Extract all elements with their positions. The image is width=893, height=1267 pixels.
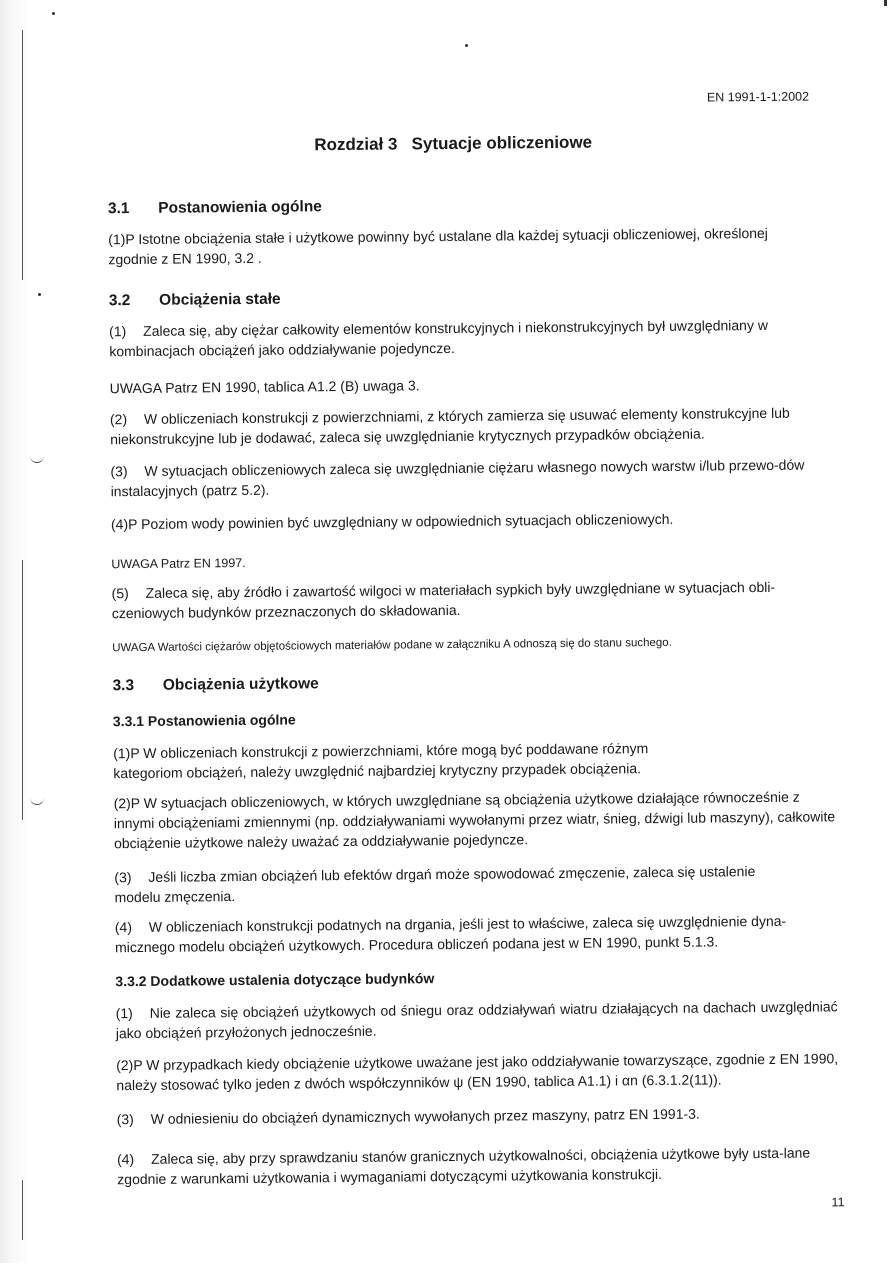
page-number: 11 xyxy=(831,1195,845,1210)
paragraph-text: W odniesieniu do obciążeń dynamicznych wywołanych przez maszyny, patrz EN 1991-3. xyxy=(150,1105,700,1127)
paragraph-number: (1) xyxy=(115,1005,133,1022)
note-3-2-3: UWAGA Wartości ciężarów objętościowych materiałów podane w załączniku A odnoszą się do stanu suchego. xyxy=(112,636,672,655)
paragraph-text: Nie zaleca się obciążeń użytkowych od śniegu oraz oddziaływań wiatru działających na dachach uwzględniać jako obciążeń przyłożonych jednocześnie. xyxy=(115,998,838,1042)
paragraph-3-2-5 xyxy=(112,576,830,623)
section-number: 3.3 xyxy=(112,677,135,695)
subsection-3-3-1-heading: 3.3.1 Postanowienia ogólne xyxy=(112,711,296,730)
paragraph-3-3-2-1 xyxy=(116,996,838,1043)
paragraph-3-3-2-3 xyxy=(117,1104,700,1130)
paragraph-3-3-1-1: (1)P W obliczeniach konstrukcji z powierzchniami, które mogą być poddawane różnym kategoriom obciążeń, należy uwzględnić najbardziej krytyczny przypadek obciążenia. xyxy=(113,740,649,782)
paragraph-text: W obliczeniach konstrukcji z powierzchniami, z których zamierza się usuwać elementy konstrukcyjne lub niekonstrukcyjne lub je dodawać, zaleca się uwzględnianie krytycznych przypadków obciążenia. xyxy=(110,404,790,448)
chapter-title: Sytuacje obliczeniowe xyxy=(411,132,593,154)
section-number: 3.2 xyxy=(108,292,131,310)
paragraph-text: Jeśli liczba zmian obciążeń lub efektów drgań może spowodować zmęczenie, zaleca się ustalenie modelu zmęczenia. xyxy=(114,863,756,906)
paragraph-3-3-1-2: (2)P W sytuacjach obliczeniowych, w których uwzględniane są obciążenia użytkowe działające równocześnie z innymi obciążeniami zmiennymi (np. oddziaływaniami wywołanymi przez wiatr, śnieg, dźwigi lub maszyny), całkowite obciążenie użytkowe należy uważać za oddziaływanie pojedyncze. xyxy=(113,788,836,852)
paragraph-3-3-2-2: (2)P W przypadkach kiedy obciążenie użytkowe uważane jest jako oddziaływanie towarzyszące, zgodnie z EN 1990, należy stosować tylko jeden z dwóch współczynników ψ (EN 1990, tablica A1.1) i αn (6.3.1.2(11)). xyxy=(116,1050,839,1094)
paragraph-number: (3) xyxy=(116,1111,134,1128)
paragraph-text: Zaleca się, aby ciężar całkowity elementów konstrukcyjnych i niekonstrukcyjnych był uwzględniany w kombinacjach obciążeń jako oddziaływanie pojedyncze. xyxy=(109,316,768,360)
paragraph-number: (5) xyxy=(111,585,129,602)
section-3-3-heading xyxy=(112,675,318,695)
paragraph-3-3-1-3 xyxy=(114,861,774,907)
paragraph-number: (3) xyxy=(114,869,132,886)
paragraph-number: (4) xyxy=(116,1151,135,1168)
note-3-2-1: UWAGA Patrz EN 1990, tablica A1.2 (B) uwaga 3. xyxy=(109,377,420,397)
chapter-heading xyxy=(314,133,592,156)
paragraph-number: (1) xyxy=(109,323,127,340)
paragraph-number: (4) xyxy=(114,919,133,936)
paragraph-text: Zaleca się, aby źródło i zawartość wilgoci w materiałach sypkich były uwzględniane w sytuacjach obli-czeniowych budynków przeznaczonych do składowania. xyxy=(111,578,776,622)
paragraph-3-1-1: (1)P Istotne obciążenia stałe i użytkowe powinny być ustalane dla każdej sytuacji obliczeniowej, określonej zgodnie z EN 1990, 3.2 . xyxy=(108,224,768,268)
paragraph-number: (2) xyxy=(109,411,128,428)
paragraph-text: W sytuacjach obliczeniowych zaleca się uwzględnianie ciężaru własnego nowych warstw i/lub przewo-dów instalacyjnych (patrz 5.2). xyxy=(110,456,805,500)
paragraph-3-2-2 xyxy=(110,402,826,449)
paragraph-text: W obliczeniach konstrukcji podatnych na drgania, jeśli jest to właściwe, zaleca się uwzględnienie dyna-micznego modelu obciążeń użytkowych. Procedura obliczeń podana jest w EN 1990, punkt 5.1.3. xyxy=(114,912,787,956)
paragraph-3-3-2-4 xyxy=(117,1142,839,1189)
paragraph-3-2-3 xyxy=(110,454,826,501)
section-3-1-heading xyxy=(108,198,322,218)
subsection-3-3-2-heading: 3.3.2 Dodatkowe ustalenia dotyczące budynków xyxy=(115,970,435,990)
section-title: Postanowienia ogólne xyxy=(158,198,322,217)
standard-code: EN 1991-1-1:2002 xyxy=(706,89,810,105)
section-title: Obciążenia stałe xyxy=(159,290,281,309)
section-3-2-heading xyxy=(109,291,281,311)
paragraph-text: Zaleca się, aby przy sprawdzaniu stanów granicznych użytkowalności, obciążenia użytkowe były usta-lane zgodnie z warunkami użytkowania i wymaganiami dotyczącymi użytkowania konstrukcji. xyxy=(117,1144,811,1188)
note-3-2-2: UWAGA Patrz EN 1997. xyxy=(111,555,246,572)
paragraph-3-3-1-4 xyxy=(115,910,837,957)
paragraph-3-2-1 xyxy=(109,314,823,361)
chapter-number: Rozdział 3 xyxy=(314,134,398,155)
section-number: 3.1 xyxy=(107,200,130,218)
paragraph-3-2-4: (4)P Poziom wody powinien być uwzględniany w odpowiednich sytuacjach obliczeniowych. xyxy=(110,510,674,533)
paragraph-number: (3) xyxy=(110,463,128,480)
section-title: Obciążenia użytkowe xyxy=(162,675,319,694)
